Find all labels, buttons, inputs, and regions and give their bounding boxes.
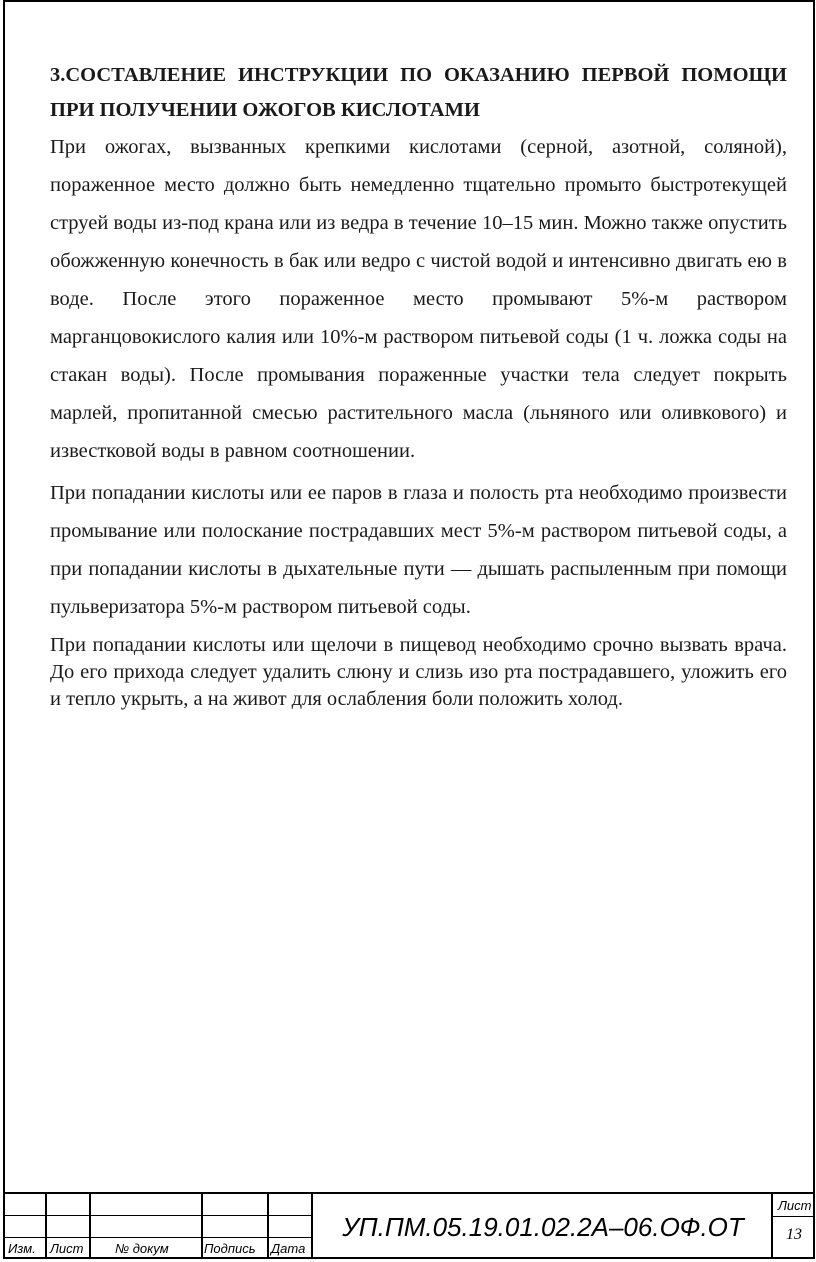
stamp-label-doc: № докум xyxy=(115,1241,169,1256)
stamp-row-line xyxy=(3,1215,311,1216)
stamp-divider xyxy=(45,1194,47,1259)
stamp-row-line xyxy=(771,1216,815,1217)
stamp-row-line xyxy=(3,1237,311,1238)
stamp-divider xyxy=(201,1194,203,1259)
stamp-label-izm: Изм. xyxy=(8,1241,36,1256)
stamp-divider xyxy=(89,1194,91,1259)
stamp-label-sign: Подпись xyxy=(204,1241,256,1256)
stamp-label-date: Дата xyxy=(271,1241,306,1256)
sheet-label: Лист xyxy=(778,1198,812,1213)
sheet-number: 13 xyxy=(786,1226,802,1243)
title-block-stamp xyxy=(3,1192,815,1259)
document-code: УП.ПМ.05.19.01.02.2А–06.ОФ.ОТ xyxy=(342,1212,744,1242)
paragraph-eyes-mouth: При попадании кислоты или ее паров в глаза и полость рта необходимо произвести промывание или полоскание пострадавших мест 5%-м раствором питьевой соды, а при попадании кислоты в дыхательные пути — дышать распыленным при помощи пульверизатора 5%-м раствором питьевой соды. xyxy=(50,482,787,618)
stamp-divider xyxy=(311,1194,313,1259)
paragraph-acid-burns: При ожогах, вызванных крепкими кислотами (серной, азотной, соляной), пораженное место должно быть немедленно тщательно промыто быстротекущей струей воды из-под крана или из ведра в течение 10–15 мин. Можно также опустить обожженную конечность в бак или ведро с чистой водой и интенсивно двигать ею в воде. После этого пораженное место промывают 5%-м раствором марганцовокислого калия или 10%-м раствором питьевой соды (1 ч. ложка соды на стакан воды). После промывания пораженные участки тела следует покрыть марлей, пропитанной смесью растительного масла (льняного или оливкового) и известковой воды в равном соотношении. xyxy=(50,136,787,462)
document-body xyxy=(50,58,787,717)
stamp-label-list: Лист xyxy=(50,1241,84,1256)
stamp-divider xyxy=(267,1194,269,1259)
section-heading: 3.СОСТАВЛЕНИЕ ИНСТРУКЦИИ ПО ОКАЗАНИЮ ПЕРВОЙ ПОМОЩИ ПРИ ПОЛУЧЕНИИ ОЖОГОВ КИСЛОТАМИ xyxy=(50,64,787,121)
paragraph-esophagus: При попадании кислоты или щелочи в пищевод необходимо срочно вызвать врача. До его прихода следует удалить слюну и слизь изо рта пострадавшего, уложить его и тепло укрыть, а на живот для ослабления боли положить холод. xyxy=(50,634,787,710)
